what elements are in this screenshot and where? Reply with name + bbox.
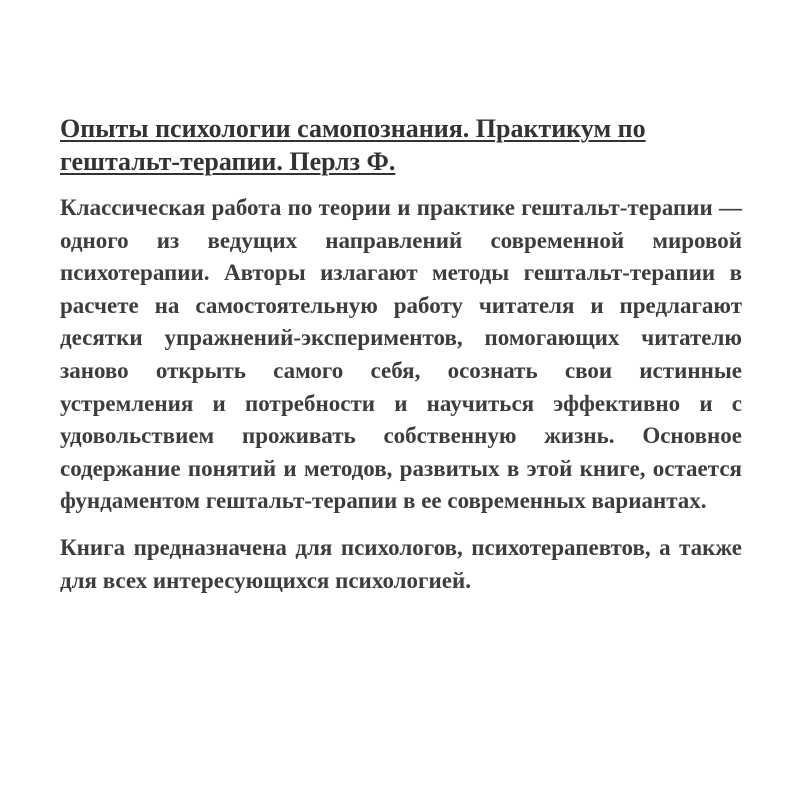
description-paragraph: Классическая работа по теории и практике гештальт-терапии — одного из ведущих направлений современной мировой психотерапии. Авторы излагают методы гештальт-терапии в расчете на самостоятельную работу читателя и предлагают десятки упражнений-экспериментов, помогающих читателю заново открыть самого себя, осознать свои истинные устремления и потребности и научиться эффективно и с удовольствием проживать собственную жизнь. Основное содержание понятий и методов, развитых в этой книге, остается фундаментом гештальт-терапии в ее современных вариантах. <box>60 195 742 514</box>
book-title: Опыты психологии самопознания. Практикум по гештальт-терапии. Перлз Ф. <box>60 114 646 176</box>
audience-paragraph: Книга предназначена для психологов, психотерапевтов, а также для всех интересующихся психологией. <box>60 534 742 593</box>
book-description <box>60 112 742 597</box>
